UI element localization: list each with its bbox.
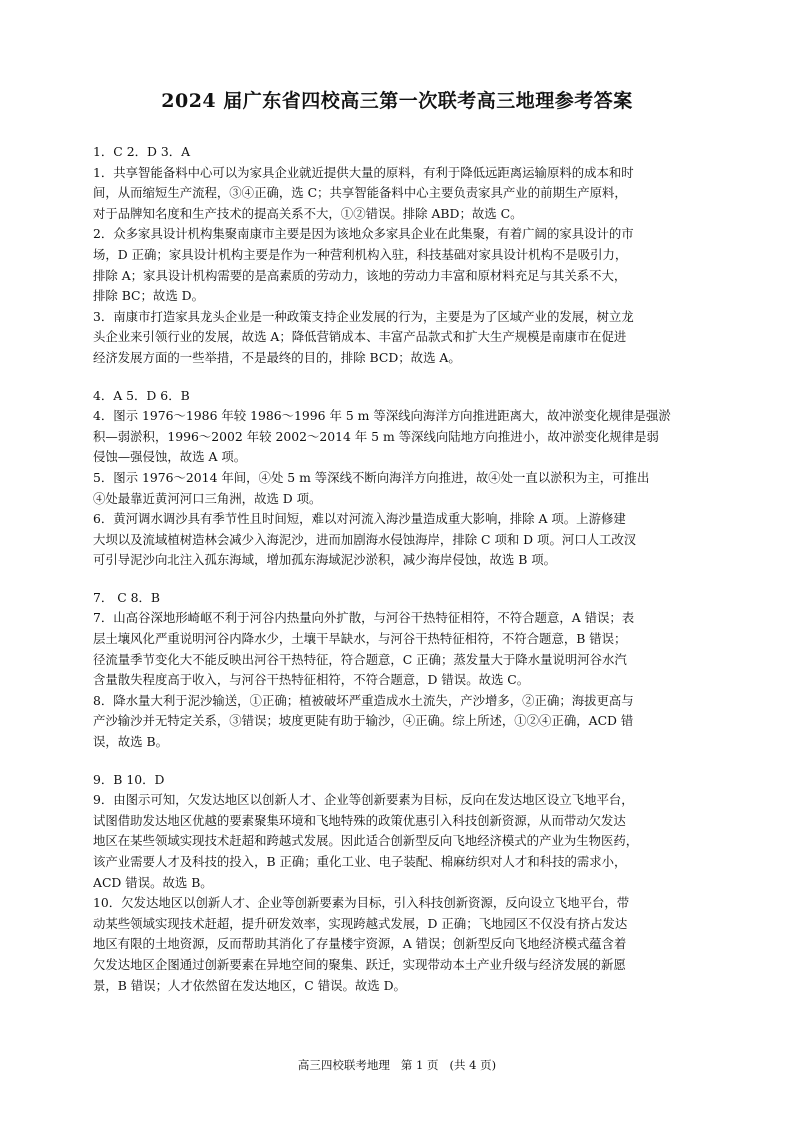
explanation-line: 试图借助发达地区优越的要素聚集环境和飞地特殊的政策优惠引入科技创新资源，从而带动欠发达: [93, 812, 626, 828]
explanation-line: 4．图示 1976～1986 年较 1986～1996 年 5 m 等深线向海洋方向推进距离大，故冲淤变化规律是强淤: [93, 408, 671, 424]
explanation-line: 动某些领域实现技术赶超，提升研发效率，实现跨越式发展，D 正确；飞地园区不仅没有挤占发达: [93, 915, 628, 931]
explanation-line: 该产业需要人才及科技的投入，B 正确；重化工业、电子装配、棉麻纺织对人才和科技的需求小，: [93, 854, 627, 869]
explanation-line: 地区有限的土地资源，反而帮助其消化了存量楼宇资源，A 错误；创新型反向飞地经济模式蕴含着: [93, 936, 627, 952]
answer-key-line: 4．A 5．D 6．B: [93, 387, 190, 403]
explanation-line: 积—弱淤积，1996～2002 年较 2002～2014 年 5 m 等深线向陆地方向推进小，故冲淤变化规律是弱: [93, 428, 659, 444]
explanation-line: 经济发展方面的一些举措，不是最终的目的，排除 BCD；故选 A。: [93, 349, 461, 365]
answer-group-1-3: [93, 142, 705, 369]
explanation-line: 地区在某些领域实现技术赶超和跨越式发展。因此适合创新型反向飞地经济模式的产业为生物医药，: [93, 833, 639, 849]
explanation-line: 8．降水量大利于泥沙输送，①正确；植被破坏严重造成水土流失，产沙增多，②正确；海拔更高与: [93, 692, 634, 708]
answer-group-9-10: [93, 770, 705, 997]
explanation-line: 6．黄河调水调沙具有季节性且时间短，难以对河流入海沙量造成重大影响，排除 A 项。上游修建: [93, 511, 626, 527]
explanation-line: 景，B 错误；人才依然留在发达地区，C 错误。故选 D。: [93, 977, 406, 993]
page-footer: 高三四校联考地理 第 1 页 (共 4 页): [297, 1058, 497, 1072]
explanation-line: 含量散失程度高于收入，与河谷干热特征相符，不符合题意，D 错误。故选 C。: [93, 672, 530, 688]
explanation-line: 2．众多家具设计机构集聚南康市主要是因为该地众多家具企业在此集聚，有着广阔的家具设计的市: [93, 226, 634, 242]
explanation-line: 场，D 正确；家具设计机构主要是作为一种营利机构入驻，科技基础对家具设计机构不是吸引力，: [93, 246, 628, 262]
explanation-line: 侵蚀—强侵蚀，故选 A 项。: [93, 449, 247, 465]
explanation-line: ④处最靠近黄河河口三角洲，故选 D 项。: [93, 490, 322, 506]
explanation-line: 10．欠发达地区以创新人才、企业等创新要素为目标，引入科技创新资源，反向设立飞地平台，带: [93, 895, 630, 911]
explanation-line: 产沙输沙并无特定关系，③错误；坡度更陡有助于输沙，④正确。综上所述，①②④正确，ACD 错: [93, 713, 634, 729]
explanation-line: 径流量季节变化大不能反映出河谷干热特征，符合题意，C 正确；蒸发量大于降水量说明河谷水汽: [93, 651, 627, 667]
explanation-line: 对于品牌知名度和生产技术的提高关系不大，①②错误。排除 ABD；故选 C。: [93, 205, 523, 221]
explanation-line: 可引导泥沙向北注入孤东海域，增加孤东海域泥沙淤积，减少海岸侵蚀，故选 B 项。: [93, 552, 557, 568]
explanation-line: 排除 BC；故选 D。: [93, 288, 204, 304]
explanation-line: 7．山高谷深地形崎岖不利于河谷内热量向外扩散，与河谷干热特征相符，不符合题意，A 错误；表: [93, 610, 635, 626]
explanation-line: 5．图示 1976～2014 年间，④处 5 m 等深线不断向海洋方向推进，故④处一直以淤积为主，可推出: [93, 469, 650, 485]
answer-key-line: 9．B 10．D: [93, 771, 165, 787]
answer-content: [93, 142, 705, 996]
explanation-line: 排除 A；家具设计机构需要的是高素质的劳动力，该地的劳动力丰富和原材料充足与其关系不大，: [93, 267, 627, 283]
answer-key-line: 1．C 2．D 3．A: [93, 144, 191, 159]
answer-key-line: 7． C 8．B: [93, 589, 161, 605]
explanation-line: 层土壤风化严重说明河谷内降水少，土壤干旱缺水，与河谷干热特征相符，不符合题意，B 错误；: [93, 631, 627, 647]
explanation-line: 大坝以及流域植树造林会减少入海泥沙，进而加剧海水侵蚀海岸，排除 C 项和 D 项。河口人工改汊: [93, 531, 637, 547]
explanation-line: 间，从而缩短生产流程，③④正确，选 C；共享智能备料中心主要负责家具产业的前期生产原料，: [93, 185, 627, 201]
explanation-line: 1．共享智能备料中心可以为家具企业就近提供大量的原料，有利于降低远距离运输原料的成本和时: [93, 164, 634, 180]
section-gap: [93, 753, 705, 770]
explanation-line: 头企业来引领行业的发展，故选 A；降低营销成本、丰富产品款式和扩大生产规模是南康市在促进: [93, 329, 627, 345]
explanation-line: 9．由图示可知，欠发达地区以创新人才、企业等创新要素为目标，反向在发达地区设立飞地平台，: [93, 792, 634, 808]
page-title: 2024 届广东省四校高三第一次联考高三地理参考答案: [161, 90, 633, 112]
section-gap: [93, 369, 705, 386]
explanation-line: 3．南康市打造家具龙头企业是一种政策支持企业发展的行为，主要是为了区域产业的发展，树立龙: [93, 308, 634, 324]
explanation-line: ACD 错误。故选 B。: [93, 874, 213, 890]
explanation-line: 误，故选 B。: [93, 734, 168, 750]
answer-group-4-6: [93, 386, 705, 571]
explanation-line: 欠发达地区企图通过创新要素在异地空间的聚集、跃迁，实现带动本土产业升级与经济发展的新愿: [93, 956, 626, 972]
answer-group-7-8: [93, 588, 705, 753]
section-gap: [93, 571, 705, 588]
